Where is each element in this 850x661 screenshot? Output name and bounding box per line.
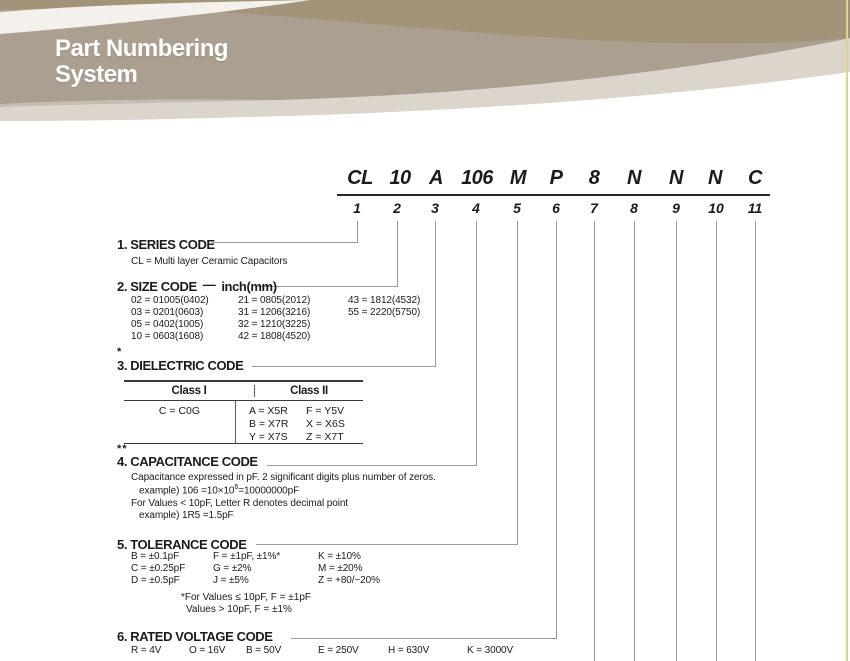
connector-line-11 bbox=[755, 221, 756, 661]
code-segment: M bbox=[509, 167, 527, 189]
class1-header: Class I bbox=[124, 385, 255, 397]
class2-row bbox=[249, 431, 363, 444]
connector-line-5 bbox=[517, 221, 518, 545]
dielectric-entry: B = X7R bbox=[249, 417, 289, 430]
dielectric-entry: A = X5R bbox=[249, 405, 288, 417]
page-title bbox=[55, 36, 228, 88]
size-entry: 42 = 1808(4520) bbox=[238, 331, 311, 342]
connector-line-9 bbox=[676, 221, 677, 661]
voltage-entry: O = 16V bbox=[189, 645, 226, 656]
class2-row bbox=[249, 418, 363, 431]
dielectric-table bbox=[124, 380, 363, 444]
code-underline bbox=[337, 194, 770, 196]
segment-number: 4 bbox=[472, 200, 480, 216]
code-segment: 106 bbox=[461, 167, 493, 189]
segment-number: 5 bbox=[513, 200, 521, 216]
page-title-line1: Part Numbering bbox=[55, 35, 229, 62]
code-segment: 8 bbox=[588, 167, 600, 189]
code-segment: CL bbox=[347, 167, 373, 189]
size-code-title-sep: — bbox=[202, 277, 216, 292]
tolerance-entry: G = ±2% bbox=[213, 563, 252, 574]
capacitance-desc-line1: Capacitance expressed in pF. 2 significant digits plus number of zeros. bbox=[131, 472, 436, 483]
connector-line-1 bbox=[357, 221, 358, 243]
dielectric-code-title: 3. DIELECTRIC CODE bbox=[117, 358, 244, 373]
size-entry: 10 = 0603(1608) bbox=[131, 331, 204, 342]
voltage-code-title: 6. RATED VOLTAGE CODE bbox=[117, 629, 273, 644]
voltage-entry: K = 3000V bbox=[467, 645, 514, 656]
code-segment: N bbox=[708, 167, 722, 189]
page-title-line2: System bbox=[55, 61, 138, 88]
tolerance-entry: M = ±20% bbox=[318, 563, 363, 574]
size-code-title bbox=[117, 279, 277, 294]
tolerance-col1 bbox=[131, 551, 185, 587]
segment-number: 11 bbox=[747, 200, 763, 216]
segment-number: 2 bbox=[393, 200, 401, 216]
voltage-entry: H = 630V bbox=[388, 645, 430, 656]
segment-number: 6 bbox=[552, 200, 560, 216]
connector-elbow-5 bbox=[256, 544, 518, 545]
size-entry: 21 = 0805(2012) bbox=[238, 295, 311, 306]
code-segment: N bbox=[627, 167, 641, 189]
connector-line-10 bbox=[716, 221, 717, 661]
series-code-title: 1. SERIES CODE bbox=[117, 237, 215, 252]
segment-number: 10 bbox=[708, 200, 724, 216]
dielectric-table-header bbox=[124, 382, 363, 401]
segment-number: 1 bbox=[353, 200, 361, 216]
segment-number: 3 bbox=[431, 200, 439, 216]
capacitance-footnote-stars: ** bbox=[117, 443, 128, 455]
tolerance-footnote2: Values > 10pF, F = ±1% bbox=[186, 604, 292, 615]
size-entry: 55 = 2220(5750) bbox=[348, 307, 421, 318]
dielectric-table-body bbox=[124, 401, 363, 443]
capacitance-desc-line2: For Values < 10pF, Letter R denotes decimal point bbox=[131, 498, 348, 509]
size-entry: 31 = 1206(3216) bbox=[238, 307, 311, 318]
tolerance-footnote1: *For Values ≤ 10pF, F = ±1pF bbox=[181, 592, 312, 603]
class2-values bbox=[236, 401, 363, 443]
dielectric-entry: Y = X7S bbox=[249, 430, 288, 443]
size-code-title-label: 2. SIZE CODE bbox=[117, 279, 197, 294]
voltage-entry: B = 50V bbox=[246, 645, 282, 656]
size-entry: 43 = 1812(4532) bbox=[348, 295, 421, 306]
connector-elbow-3 bbox=[252, 366, 436, 367]
code-segment: 10 bbox=[389, 167, 411, 189]
tolerance-entry: D = ±0.5pF bbox=[131, 575, 180, 586]
connector-line-7 bbox=[594, 221, 595, 661]
dielectric-entry: F = Y5V bbox=[306, 405, 345, 417]
size-entry: 32 = 1210(3225) bbox=[238, 319, 311, 330]
voltage-entry: E = 250V bbox=[318, 645, 359, 656]
connector-elbow-4 bbox=[267, 465, 477, 466]
tolerance-entry: B = ±0.1pF bbox=[131, 551, 180, 562]
connector-elbow-1 bbox=[212, 242, 358, 243]
size-code-col3 bbox=[348, 295, 420, 319]
connector-line-4 bbox=[476, 221, 477, 466]
tolerance-entry: F = ±1pF, ±1%* bbox=[213, 551, 281, 562]
connector-line-8 bbox=[634, 221, 635, 661]
tolerance-entry: C = ±0.25pF bbox=[131, 563, 186, 574]
class1-value: C = C0G bbox=[124, 401, 236, 443]
size-entry: 02 = 01005(0402) bbox=[131, 295, 209, 306]
tolerance-entry: K = ±10% bbox=[318, 551, 361, 562]
capacitance-example1-exponent: 6 bbox=[234, 484, 239, 491]
tolerance-code-title: 5. TOLERANCE CODE bbox=[117, 537, 247, 552]
connector-line-3 bbox=[435, 221, 436, 367]
page-header-banner bbox=[0, 0, 850, 122]
class2-row bbox=[249, 405, 363, 418]
size-code-unit: inch(mm) bbox=[221, 279, 277, 294]
page-edge-rule bbox=[846, 0, 848, 661]
connector-elbow-2 bbox=[258, 286, 398, 287]
tolerance-col2 bbox=[213, 551, 280, 587]
code-segment: P bbox=[549, 167, 563, 189]
tolerance-col3 bbox=[318, 551, 380, 587]
capacitance-example2: example) 1R5 =1.5pF bbox=[139, 510, 234, 521]
segment-number: 9 bbox=[672, 200, 680, 216]
code-segment: N bbox=[669, 167, 683, 189]
size-code-col2 bbox=[238, 295, 310, 343]
capacitance-example1 bbox=[139, 484, 299, 496]
connector-line-2 bbox=[397, 221, 398, 287]
series-code-desc: CL = Multi layer Ceramic Capacitors bbox=[131, 256, 288, 267]
dielectric-entry: Z = X7T bbox=[306, 430, 344, 443]
dielectric-footnote-star: * bbox=[117, 346, 123, 358]
capacitance-code-title: 4. CAPACITANCE CODE bbox=[117, 454, 258, 469]
capacitance-example1-post: =10000000pF bbox=[238, 485, 300, 497]
connector-line-6 bbox=[556, 221, 557, 639]
segment-number: 7 bbox=[590, 200, 598, 216]
size-entry: 03 = 0201(0603) bbox=[131, 307, 204, 318]
tolerance-entry: Z = +80/−20% bbox=[318, 575, 380, 586]
size-code-col1 bbox=[131, 295, 209, 343]
capacitance-example1-pre: example) 106 =10×10 bbox=[139, 485, 235, 497]
connector-elbow-6 bbox=[291, 638, 557, 639]
class2-header: Class II bbox=[290, 385, 328, 397]
code-segment: A bbox=[429, 167, 443, 189]
code-segment: C bbox=[748, 167, 762, 189]
segment-number: 8 bbox=[630, 200, 638, 216]
size-entry: 05 = 0402(1005) bbox=[131, 319, 204, 330]
dielectric-entry: X = X6S bbox=[306, 417, 345, 430]
tolerance-entry: J = ±5% bbox=[213, 575, 249, 586]
voltage-entry: R = 4V bbox=[131, 645, 162, 656]
